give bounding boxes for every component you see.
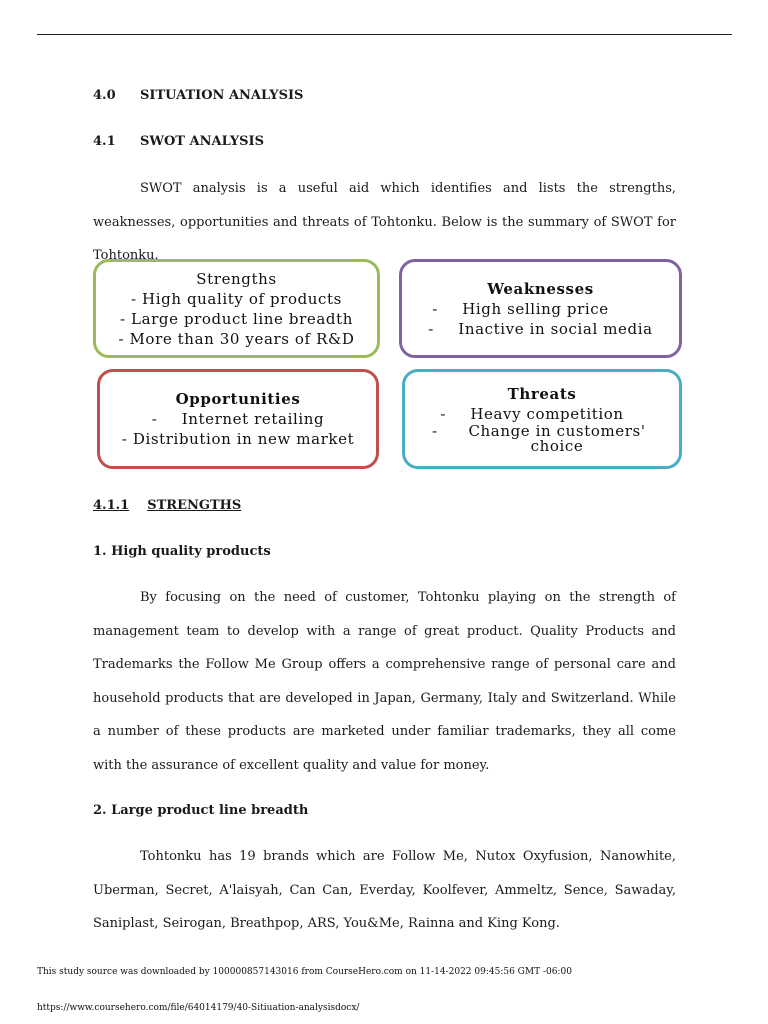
weaknesses-title: Weaknesses	[487, 279, 594, 298]
opportunities-item: - Internet retailing	[151, 410, 325, 428]
strengths-title: Strengths	[196, 269, 277, 288]
strengths-box	[93, 259, 380, 358]
threats-item: - Heavy competition	[440, 405, 624, 423]
strengths-item: - Large product line breadth	[119, 309, 353, 328]
strength-1-paragraph: By focusing on the need of customer, Tohtonku playing on the strength of management team to develop with a range of great product. Quality Products and Trademarks the Follow Me Group offers a comprehensive range of personal care and household products that are developed in Japan, Germany, Italy and Switzerland. While a number of these products are marketed under familiar trademarks, they all come with the assurance of excellent quality and value for money.	[93, 590, 676, 773]
heading-situation-analysis: 4.0 SITUATION ANALYSIS	[93, 88, 304, 103]
strengths-item: - High quality of products	[131, 289, 342, 308]
download-note: This study source was downloaded by 100000857143016 from CourseHero.com on 11-14-2022 09:45:56 GMT -06:00	[37, 967, 572, 977]
strength-2-paragraph: Tohtonku has 19 brands which are Follow Me, Nutox Oxyfusion, Nanowhite, Uberman, Secret, A'laisyah, Can Can, Everday, Koolfever, Ammeltz, Sence, Sawaday, Saniplast, Seirogan, Breathpop, ARS, You&Me, Rainna and King Kong.	[93, 849, 676, 931]
strengths-item: - More than 30 years of R&D	[118, 329, 355, 348]
weaknesses-item: - Inactive in social media	[428, 319, 653, 338]
heading-strengths: 4.1.1 STRENGTHS	[93, 498, 242, 513]
heading-swot-analysis: 4.1 SWOT ANALYSIS	[93, 134, 265, 149]
threats-title: Threats	[507, 385, 577, 403]
threats-item: - Change in customers' choice	[432, 422, 646, 455]
threats-box	[402, 369, 682, 469]
strength-1-title: 1. High quality products	[93, 544, 271, 559]
source-url[interactable]: https://www.coursehero.com/file/64014179/40-Sitiuation-analysisdocx/	[37, 1003, 360, 1013]
weaknesses-box	[399, 259, 682, 358]
intro-paragraph: SWOT analysis is a useful aid which identifies and lists the strengths, weaknesses, opportunities and threats of Tohtonku. Below is the summary of SWOT for Tohtonku.	[93, 181, 676, 263]
opportunities-box	[97, 369, 379, 469]
opportunities-title: Opportunities	[175, 390, 301, 408]
strength-2-title: 2. Large product line breadth	[93, 803, 309, 818]
opportunities-item: - Distribution in new market	[121, 430, 355, 448]
weaknesses-item: - High selling price	[432, 299, 609, 318]
header-rule	[37, 34, 732, 35]
